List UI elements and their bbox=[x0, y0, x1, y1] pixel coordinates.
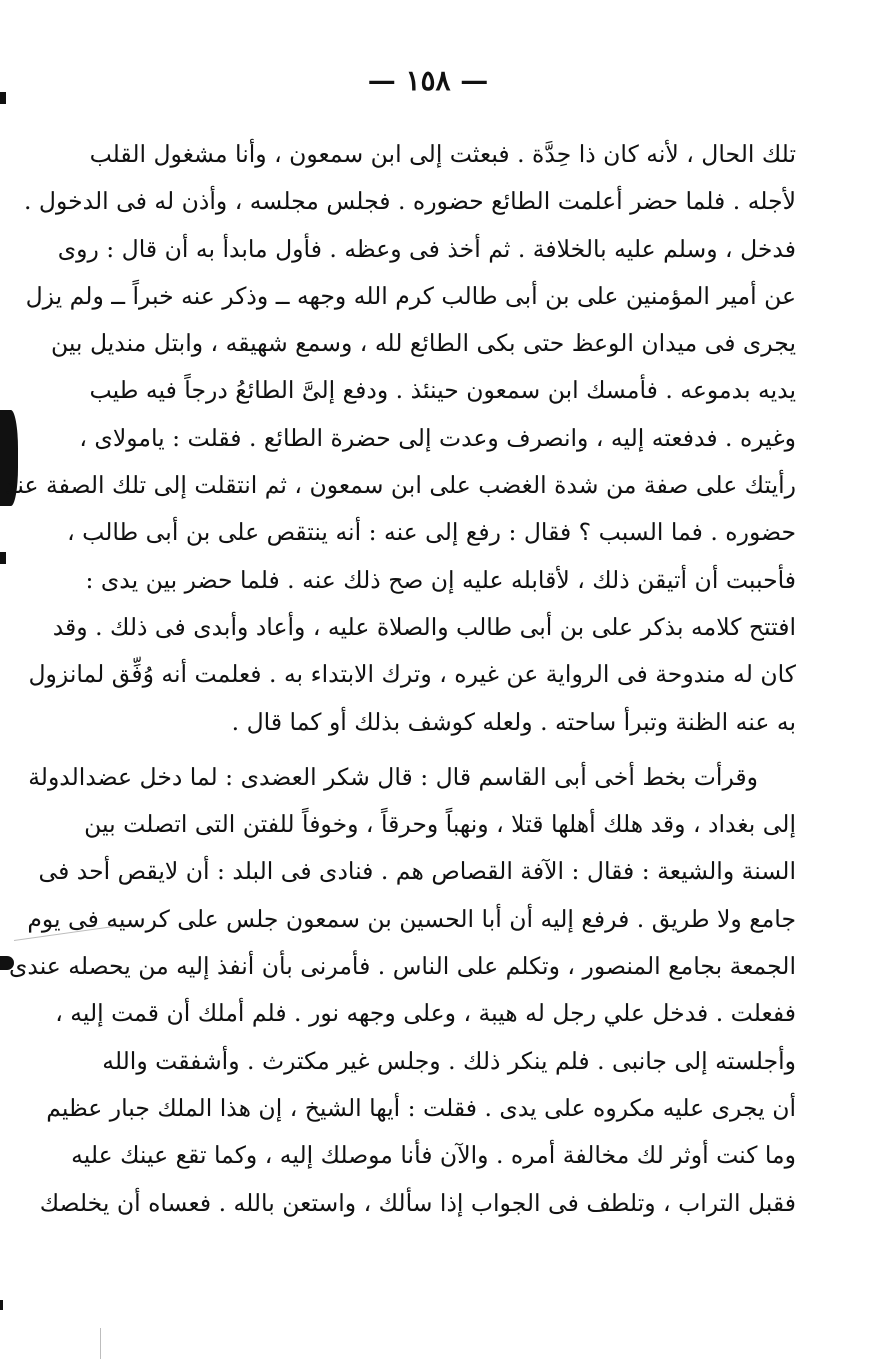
text-line: حضوره . فما السبب ؟ فقال : رفع إلى عنه : أنه ينتقص على بن أبى طالب ، bbox=[67, 518, 796, 547]
paragraph-1 bbox=[5, 131, 796, 746]
text-line: جامع ولا طريق . فرفع إليه أن أبا الحسين بن سمعون جلس على كرسيه فى يوم bbox=[27, 904, 796, 933]
scan-edge-mark-lower bbox=[0, 552, 6, 564]
text-line: أن يجرى عليه مكروه على يدى . فقلت : أيها الشيخ ، إن هذا الملك جبار عظيم bbox=[46, 1093, 796, 1122]
text-line: يديه بدموعه . فأمسك ابن سمعون حينئذ . ودفع إلىَّ الطائعُ درجاً فيه طيب bbox=[89, 376, 796, 405]
body-text bbox=[5, 131, 796, 1227]
scan-corner-speck bbox=[0, 1300, 3, 1310]
text-line: يجرى فى ميدان الوعظ حتى بكى الطائع لله ، وسمع شهيقه ، وابتل منديل بين bbox=[50, 329, 796, 358]
text-line: تلك الحال ، لأنه كان ذا حِدَّة . فبعثت إلى ابن سمعون ، وأنا مشغول القلب bbox=[89, 140, 796, 168]
paragraph-2 bbox=[8, 754, 796, 1227]
text-line: افتتح كلامه بذكر على بن أبى طالب والصلاة عليه ، وأعاد وأبدى فى ذلك . وقد bbox=[52, 612, 796, 641]
text-line: به عنه الظنة وتبرأ ساحته . ولعله كوشف بذلك أو كما قال . bbox=[231, 707, 796, 736]
text-line: لأجله . فلما حضر أعلمت الطائع حضوره . فجلس مجلسه ، وأذن له فى الدخول . bbox=[23, 187, 796, 216]
text-line: وقرأت بخط أخى أبى القاسم قال : قال شكر العضدى : لما دخل عضدالدولة bbox=[28, 762, 758, 791]
text-line: وما كنت أوثر لك مخالفة أمره . والآن فأنا موصلك إليه ، وكما تقع عينك عليه bbox=[71, 1141, 796, 1170]
text-line: فأحببت أن أتيقن ذلك ، لأقابله عليه إن صح ذلك عنه . فلما حضر بين يدى : bbox=[85, 565, 796, 594]
text-line: عن أمير المؤمنين على بن أبى طالب كرم الله وجهه ــ وذكر عنه خبراً ــ ولم يزل bbox=[25, 281, 796, 310]
text-line: السنة والشيعة : فقال : الآفة القصاص هم . فنادى فى البلد : أن لايقص أحد فى bbox=[38, 857, 796, 886]
paragraph-gap bbox=[106, 746, 796, 754]
text-line: الجمعة بجامع المنصور ، وتكلم على الناس . فأمرنى بأن أنفذ إليه من يحصله عندى bbox=[8, 952, 796, 981]
page-number: — ١٥٨ — bbox=[367, 64, 489, 97]
text-line: إلى بغداد ، وقد هلك أهلها قتلا ، ونهباً وحرقاً ، وخوفاً للفتن التى اتصلت بين bbox=[84, 810, 796, 839]
text-line: ففعلت . فدخل علي رجل له هيبة ، وعلى وجهه نور . فلم أملك أن قمت إليه ، bbox=[55, 999, 796, 1028]
text-line: رأيتك على صفة من شدة الغضب على ابن سمعون ، ثم انتقلت إلى تلك الصفة عند bbox=[5, 471, 796, 500]
text-line: فقبل التراب ، وتلطف فى الجواب إذا سألك ، واستعن بالله . فعساه أن يخلصك bbox=[39, 1188, 796, 1217]
text-line: كان له مندوحة فى الرواية عن غيره ، وترك الابتداء به . فعلمت أنه وُفِّق لمانزول bbox=[28, 660, 796, 689]
scan-gutter-line bbox=[100, 1328, 101, 1359]
text-line: وغيره . فدفعته إليه ، وانصرف وعدت إلى حضرة الطائع . فقلت : يامولاى ، bbox=[79, 423, 796, 452]
text-line: فدخل ، وسلم عليه بالخلافة . ثم أخذ فى وعظه . فأول مابدأ به أن قال : روى bbox=[57, 234, 796, 263]
text-line: وأجلسته إلى جانبى . فلم ينكر ذلك . وجلس غير مكترث . وأشفقت والله bbox=[102, 1046, 796, 1075]
